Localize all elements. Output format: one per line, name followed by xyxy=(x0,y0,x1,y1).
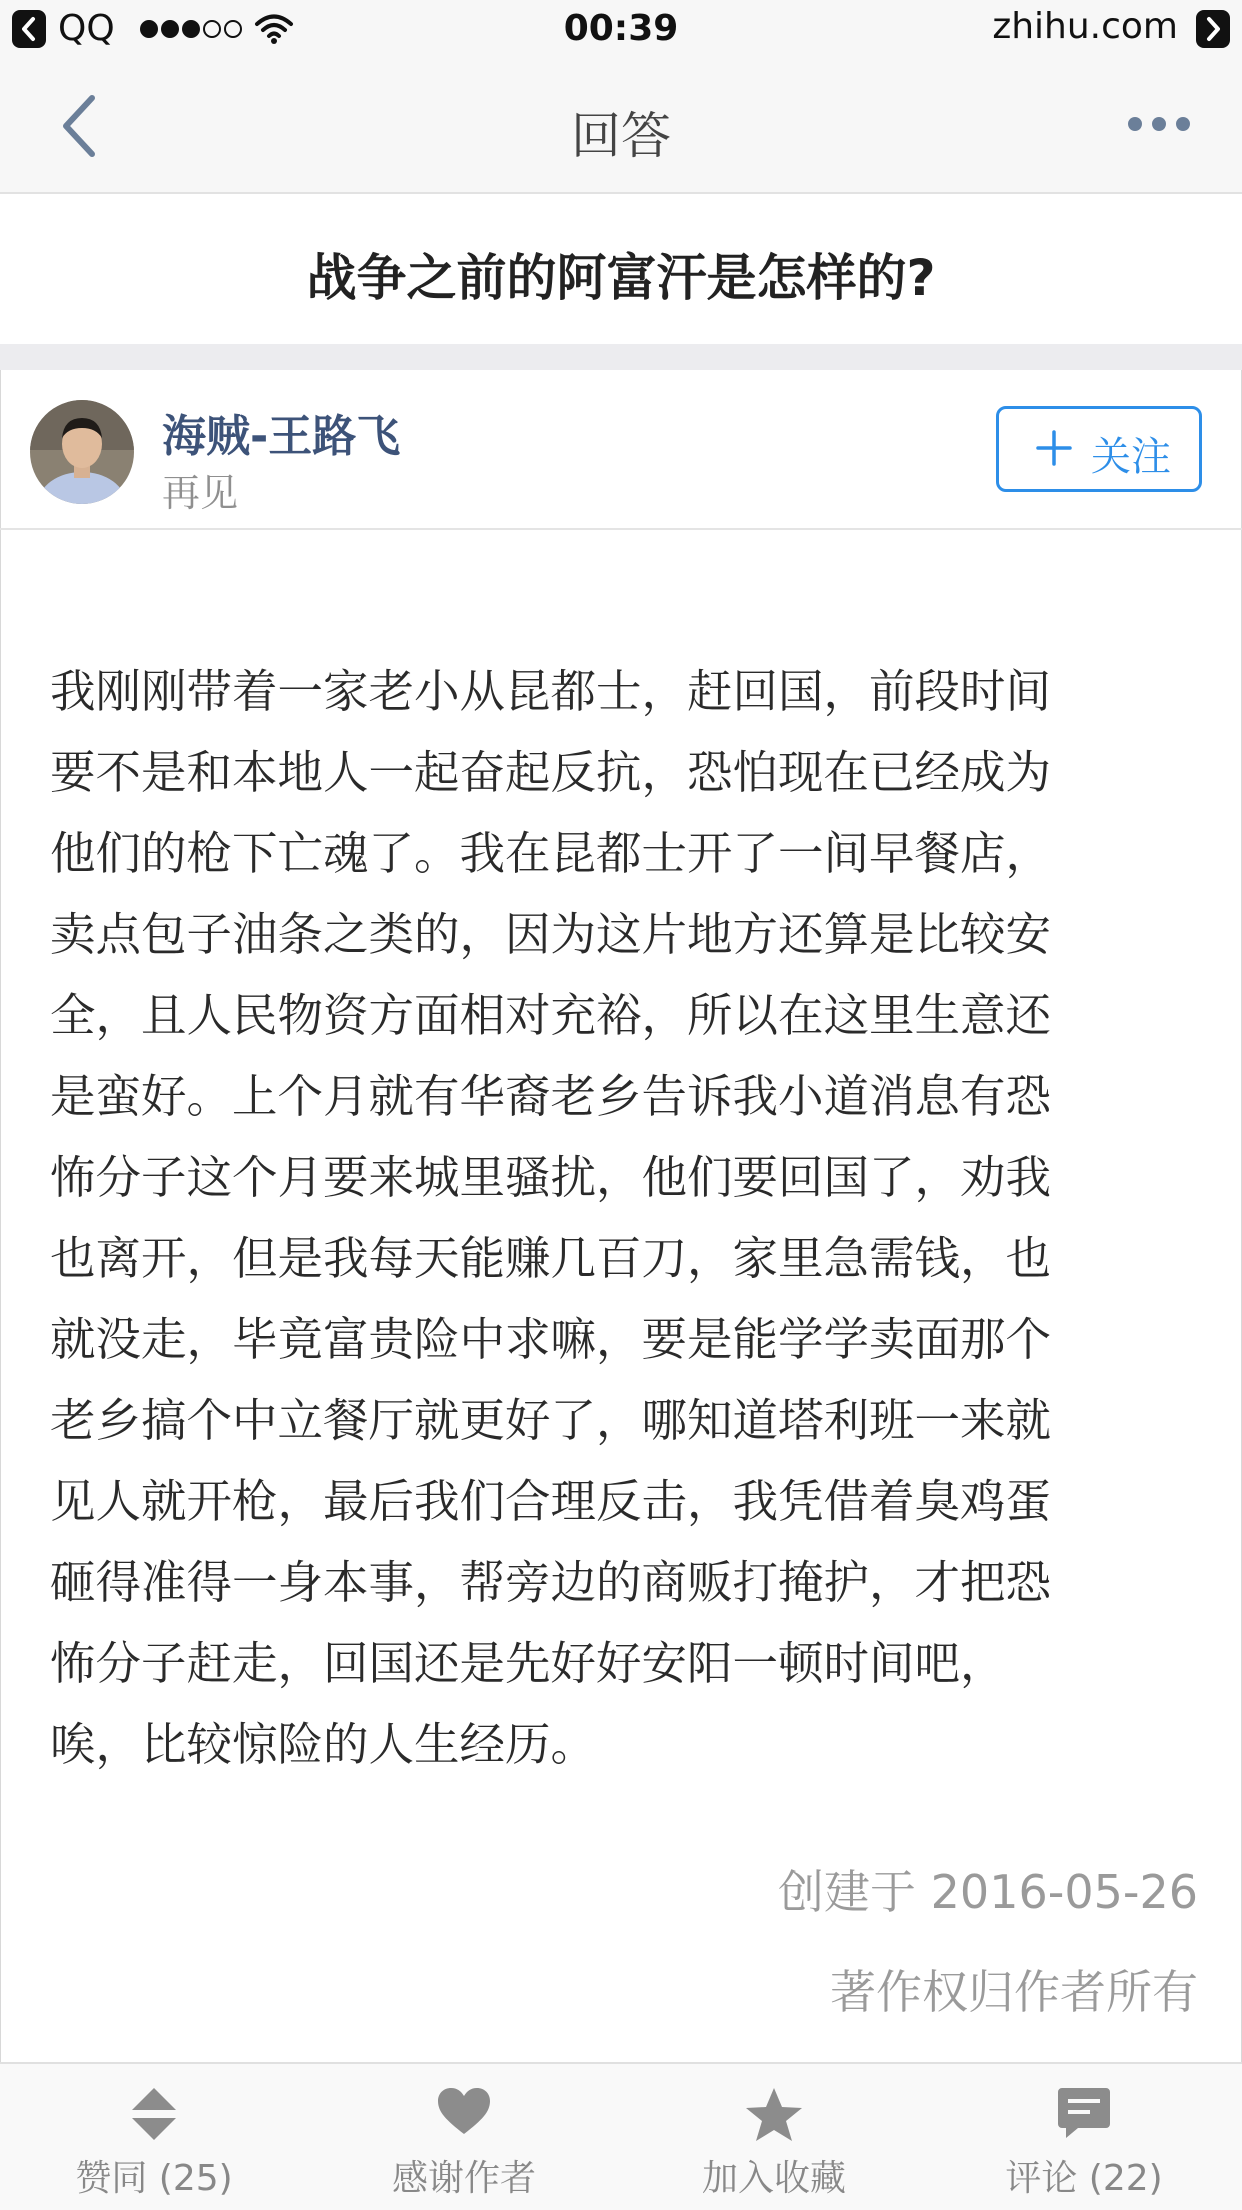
section-divider xyxy=(0,344,1242,370)
answer-line: 怖分子这个月要来城里骚扰，他们要回国了，劝我 xyxy=(50,1151,1052,1204)
question-header[interactable] xyxy=(0,194,1242,344)
comment-button[interactable] xyxy=(934,2064,1234,2210)
heart-icon xyxy=(314,2086,614,2140)
avatar[interactable] xyxy=(30,400,134,504)
thank-author-label: 感谢作者 xyxy=(391,2158,536,2199)
thank-author-button[interactable] xyxy=(314,2064,614,2210)
answer-line: 他们的枪下亡魂了。我在昆都士开了一间早餐店， xyxy=(50,827,1052,880)
follow-button[interactable] xyxy=(996,406,1202,492)
author-row xyxy=(0,370,1242,530)
bottom-action-bar xyxy=(0,2062,1242,2210)
answer-content xyxy=(50,570,1192,1785)
author-bio: 再见 xyxy=(162,471,239,515)
collect-label: 加入收藏 xyxy=(701,2158,846,2199)
copyright-notice: 著作权归作者所有 xyxy=(830,1965,1198,2019)
collect-button[interactable] xyxy=(624,2064,924,2210)
source-app-label[interactable]: QQ xyxy=(58,8,115,49)
answer-meta xyxy=(778,1842,1198,2042)
star-icon xyxy=(624,2086,924,2148)
answer-line: 唉，比较惊险的人生经历。 xyxy=(50,1718,597,1771)
vote-arrows-icon xyxy=(4,2086,304,2146)
upvote-button[interactable] xyxy=(4,2064,304,2210)
page-title: 回答 xyxy=(571,107,671,165)
plus-icon xyxy=(1035,429,1073,477)
status-bar xyxy=(0,0,1242,62)
comment-icon xyxy=(934,2086,1234,2144)
answer-line: 全，且人民物资方面相对充裕，所以在这里生意还 xyxy=(50,989,1052,1042)
navigation-bar xyxy=(0,62,1242,194)
answer-line: 要不是和本地人一起奋起反抗，恐怕现在已经成为 xyxy=(50,746,1052,799)
answer-line: 怖分子赶走，回国还是先好好安阳一顿时间吧， xyxy=(50,1637,1006,1690)
answer-line: 卖点包子油条之类的，因为这片地方还算是比较安 xyxy=(50,908,1052,961)
author-name[interactable]: 海贼-王路飞 xyxy=(162,411,401,462)
answer-line: 砸得准得一身本事，帮旁边的商贩打掩护，才把恐 xyxy=(50,1556,1052,1609)
upvote-label: 赞同 (25) xyxy=(75,2158,233,2199)
answer-line: 就没走，毕竟富贵险中求嘛，要是能学学卖面那个 xyxy=(50,1313,1052,1366)
answer-line: 我刚刚带着一家老小从昆都士，赶回国，前段时间 xyxy=(50,665,1052,718)
created-date: 创建于 2016-05-26 xyxy=(778,1865,1198,1919)
source-url[interactable]: zhihu.com xyxy=(992,6,1178,47)
question-title[interactable]: 战争之前的阿富汗是怎样的? xyxy=(306,249,936,307)
answer-line: 是蛮好。上个月就有华裔老乡告诉我小道消息有恐 xyxy=(50,1070,1052,1123)
forward-to-site-icon[interactable] xyxy=(1196,10,1230,48)
answer-line: 也离开，但是我每天能赚几百刀，家里急需钱，也 xyxy=(50,1232,1052,1285)
answer-line: 老乡搞个中立餐厅就更好了，哪知道塔利班一来就 xyxy=(50,1394,1052,1447)
clock: 00:39 xyxy=(563,8,679,49)
follow-label: 关注 xyxy=(1091,434,1171,480)
more-options-icon[interactable] xyxy=(1126,114,1192,138)
comment-label: 评论 (22) xyxy=(1005,2158,1163,2199)
answer-line: 见人就开枪，最后我们合理反击，我凭借着臭鸡蛋 xyxy=(50,1475,1052,1528)
